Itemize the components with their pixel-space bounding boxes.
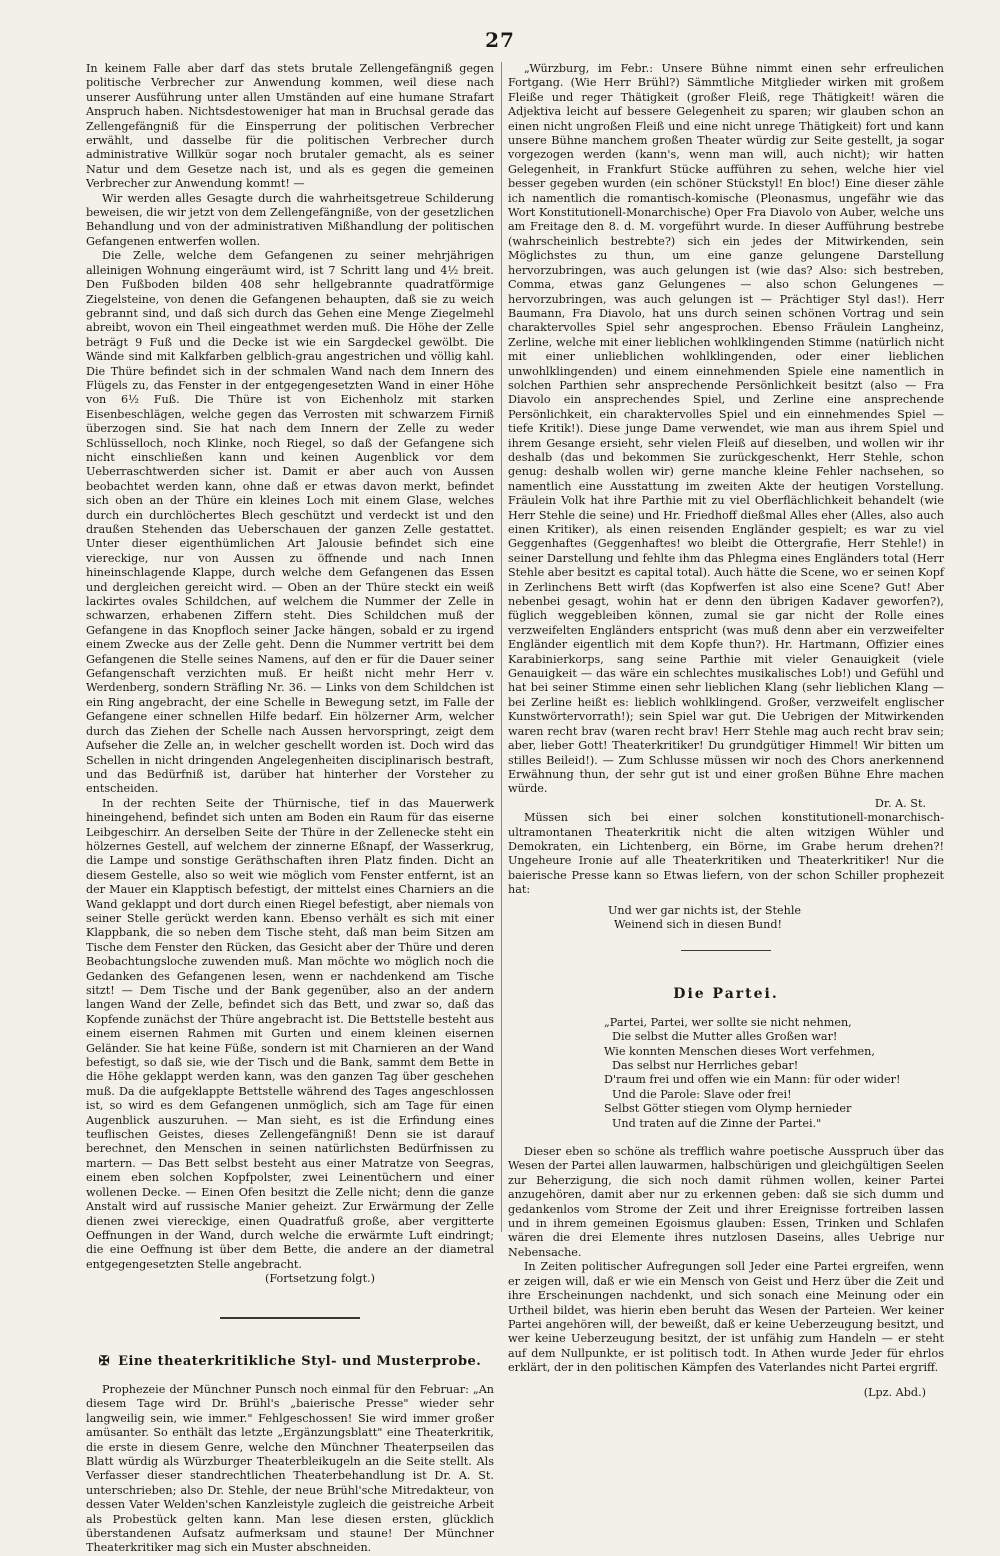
section-heading — [86, 1355, 494, 1369]
poem-line: Und traten auf die Zinne der Partei." — [612, 1116, 822, 1130]
article-paragraph: Die Zelle, welche dem Gefangenen zu seiner mehrjährigen alleinigen Wohnung eingeräumt wird, ist 7 Schritt lang und 4½ breit. Den Fußboden bilden 408 sehr hellgebrannte quadratförmige Ziegelsteine, von denen die Gefangenen behaupten, daß sie zu weich gebrannt sind, und daß sich durch das Gehen eine Menge Ziegelmehl abreibt, wovon ein Theil eingeathmet werden muß. Die Höhe der Zelle beträgt 9 Fuß und die Decke ist wie ein Sargdeckel gewölbt. Die Wände sind mit Kalkfarben gelblich-grau angestrichen und völlig kahl. Die Thüre befindet sich in der schmalen Wand nach dem Innern des Flügels zu, das Fenster in der entgegengesetzten Wand in einer Höhe von 6½ Fuß. Die Thüre ist von Eichenholz mit starken Eisenbeschlägen, welche gegen das Verrosten mit schwarzem Firniß überzogen sind. Sie hat nach dem Innern der Zelle zu weder Schlüsselloch, noch Klinke, noch Riegel, so daß der Gefangene sich nicht einschließen kann und keinen Augenblick vor dem Ueberraschtwerden sicher ist. Damit er aber auch von Aussen beobachtet werden kann, ohne daß er etwas davon merkt, befindet sich oben an der Thüre ein kleines Loch mit einem Glase, welches durch ein durchlöchertes Blech geschützt und verdeckt ist und den draußen Stehenden das Ueberschauen der ganzen Zelle gestattet. Unter dieser eigenthümlichen Art Jalousie befindet sich eine viereckige, nur von Aussen zu öffnende und nach Innen hineinschlagende Klappe, durch welche dem Gefangenen das Essen und dergleichen gereicht wird. — Oben an der Thüre steckt ein weiß lackirtes ovales Schildchen, auf welchem die Nummer der Zelle in schwarzen, erhabenen Ziffern steht. Dies Schildchen muß der Gefangene in das Knopfloch seiner Jacke hängen, sobald er zu irgend einem Zwecke aus der Zelle geht. Denn die Nummer vertritt bei dem Gefangenen die Stelle seines Namens, auf den er für die Dauer seiner Gefangenschaft verzichten muß. Er heißt nicht mehr Herr v. Werdenberg, sondern Sträfling Nr. 36. — Links von dem Schildchen ist ein Ring angebracht, der eine Schelle in Bewegung setzt, im Falle der Gefangene einer schnellen Hilfe bedarf. Ein hölzerner Arm, welcher durch das Ziehen der Schelle nach Aussen hervorspringt, zeigt dem Aufseher die Zelle an, in welcher geschellt worden ist. Doch wird das Schellen in nicht dringenden Angelegenheiten disciplinarisch bestraft, und das Bedürfniß ist, darüber hat hinterher der Vorsteher zu entscheiden. — [86, 249, 494, 796]
article-paragraph: Dieser eben so schöne als trefflich wahre poetische Ausspruch über das Wesen der Partei allen lauwarmen, halbschürigen und gleichgültigen Seelen zur Beherzigung, die sich noch damit rühmen wollen, keiner Partei anzugehören, damit aber nur zu erkennen geben: daß sie sich dumm und gedankenlos vom Strome der Zeit und ihrer Ereignisse fortreiben lassen und in ihrem gemeinen Egoismus glauben: Essen, Trinken und Schlafen wären die drei Elemente ihres nutzlosen Daseins, alles Uebrige nur Nebensache. — [508, 1145, 944, 1259]
poem-title: Die Partei. — [673, 986, 779, 1003]
couplet — [508, 904, 944, 933]
poem-line: „Partei, Partei, wer sollte sie nicht nehmen, — [604, 1015, 852, 1029]
section-divider — [681, 950, 771, 951]
cross-icon: ✠ — [98, 1353, 111, 1369]
article-paragraph: „Würzburg, im Febr.: Unsere Bühne nimmt einen sehr erfreulichen Fortgang. (Wie Herr Brühl?) Sämmtliche Mitglieder wirken mit großem Fleiße und reger Thätigkeit (großer Fleiß, rege Thätigkeit! wären die Adjektiva leicht auf bessere Gelegenheit zu sparen; wir glauben schon an einen nicht ungroßen Fleiß und eine nicht unrege Thätigkeit) fort und kann unsere Bühne manchem großen Theater würdig zur Seite gestellt, ja sogar vorgezogen werden (kann's, wenn man will, auch nicht); wir hatten Gelegenheit, in Frankfurt Stücke aufführen zu sehen, welche hier viel besser gegeben wurden (ein schöner Stückstyl! En bloc!) Eine dieser zähle ich namentlich die romantisch-komische (Pleonasmus, ungefähr wie das Wort Konstitutionell-Monarchische) Oper Fra Diavolo von Auber, welche uns am Freitage den 8. d. M. vorgeführt wurde. In dieser Aufführung bestrebe (wahrscheinlich bestrebte?) sich ein jedes der Mitwirkenden, sein Möglichstes zu thun, um eine ganze gelungene Darstellung hervorzubringen, was auch gelungen ist (wie das? Also: sich bestreben, Comma, etwas ganz Gelungenes — also schon Gelungenes — hervorzubringen, was auch gelungen ist — Prächtiger Styl das!). Herr Baumann, Fra Diavolo, hat uns durch seinen schönen Vortrag und sein charaktervolles Spiel sehr angesprochen. Ebenso Fräulein Langheinz, Zerline, welche mit einer lieblichen wohlklingenden Stimme (natürlich nicht mit einer unlieblichen wohlklingenden, oder einer lieblichen unwohlklingenden) und einem einnehmenden Spiele eine namentlich in solchen Parthien sehr ansprechende Persönlichkeit besitzt (also — Fra Diavolo ein ansprechendes Spiel, und Zerline eine ansprechende Persönlichkeit, ein charaktervolles Spiel und ein einnehmendes Spiel — tiefe Kritik!). Diese junge Dame verwendet, wie man aus ihrem Spiel und ihrem Gesange ersieht, sehr vielen Fleiß auf dieselben, und wollen wir ihr deshalb (das und bekommen Sie zurückgeschenkt, Herr Stehle, schon genug: deshalb wollen wir) gerne manche kleine Fehler nachsehen, so namentlich eine Ausstattung im zweiten Akte der heutigen Vorstellung. Fräulein Volk hat ihre Parthie mit zu viel Oberflächlichkeit behandelt (wie Herr Stehle die seine) und Hr. Friedhoff dießmal Alles eher (Alles, also auch einen Kritiker), als einen reisenden Engländer gespielt; es war zu viel Geggenhaftes (Geggenhaftes! wo bleibt die Ottergrafie, Herr Stehle!) in seiner Darstellung und fehlte ihm das Phlegma eines Engländers total (Herr Stehle aber besitzt es capital total). Auch hätte die Scene, wo er seinen Kopf in Zerlinchens Bett wirft (das Kopfwerfen ist also eine Scene? Gut! Aber nebenbei gesagt, wohin hat er denn den übrigen Kadaver geworfen?), füglich weggebleiben können, zumal sie gar nicht der Rolle eines verzweifelten Engländers entspricht (was muß denn aber ein verzweifelter Engländer eigentlich mit dem Kopfe thun?). Hr. Hartmann, Offizier eines Karabinierkorps, sang seine Parthie mit vieler Genauigkeit (viele Genauigkeit — das wäre ein schlechtes musikalisches Lob!) und Gefühl und hat bei seiner Stimme einen sehr lieblichen Klang (sehr lieblichen Klang — bei Zerline heißt es: lieblich wohlklingend. Großer, verzweifelt englischer Kunstwörtervorrath!); sein Spiel war gut. Die Uebrigen der Mitwirkenden waren recht brav (waren recht brav! Herr Stehle mag auch recht brav sein; aber, lieber Gott! Theaterkritiker! Du grundgütiger Himmel! Wir bitten um stilles Beileid!). — Zum Schlusse müssen wir noch des Chors anerkennend Erwähnung thun, der sehr gut ist und einer großen Bühne Ehre machen würde. — [508, 62, 944, 796]
article-paragraph: In keinem Falle aber darf das stets brutale Zellengefängniß gegen politische Verbrecher zur Anwendung kommen, weil diese nach unserer Ausführung unter allen Umständen auf eine humane Strafart Anspruch haben. Nichtsdestoweniger hat man in Bruchsal gerade das Zellengefängniß für die Einsperrung der politischen Verbrecher erwählt, und dasselbe für die politischen Verbrecher durch administrative Willkür sogar noch brutaler gemacht, als es seiner Natur und dem Gesetze nach ist, und als es gegen die gemeinen Verbrecher zur Anwendung kommt! — — [86, 62, 494, 191]
poem-line: Das selbst nur Herrliches gebar! — [612, 1059, 799, 1072]
page-number: 27 — [485, 28, 515, 52]
poem-line: Die selbst die Mutter alles Großen war! — [612, 1030, 838, 1044]
left-column — [86, 62, 494, 1556]
column-divider — [501, 62, 502, 1232]
right-column — [508, 62, 944, 1400]
couplet-line: Weinend sich in diesen Bund! — [614, 917, 782, 931]
article-paragraph: Wir werden alles Gesagte durch die wahrheitsgetreue Schilderung beweisen, die wir jetzt von dem Zellengefängniße, von der gesetzlichen Behandlung und von der administrativen Mißhandlung der politischen Gefangenen entwerfen wollen. — [86, 191, 494, 248]
signature: Dr. A. St. — [874, 796, 926, 810]
poem-line: Und die Parole: Slave oder frei! — [612, 1087, 792, 1101]
couplet-line: Und wer gar nichts ist, der Stehle — [608, 903, 802, 917]
section-heading-text: Eine theaterkritikliche Styl- und Musterprobe. — [118, 1353, 482, 1369]
section-divider — [220, 1317, 360, 1319]
poem-line: Wie konnten Menschen dieses Wort verfehmen, — [604, 1044, 875, 1058]
source-attribution: (Lpz. Abd.) — [863, 1385, 926, 1399]
poem-line: D'raum frei und offen wie ein Mann: für oder wider! — [604, 1073, 901, 1087]
commentary-paragraph: Müssen sich bei einer solchen konstitutionell-monarchisch-ultramontanen Theaterkritik nicht die alten witzigen Wühler und Demokraten, ein Lichtenberg, ein Börne, im Grabe herum drehen?! Ungeheure Ironie auf alle Theaterkritiken und Theaterkritiker! Nur die baierische Presse kann so Etwas liefern, von der schon Schiller prophezeit hat: — [508, 811, 944, 897]
article-paragraph: Prophezeie der Münchner Punsch noch einmal für den Februar: „An diesem Tage wird Dr. Brühl's „baierische Presse" wieder sehr langweilig sein, wie immer." Fehlgeschossen! Sie wird immer großer amüsanter. So enthält das letzte „Ergänzungsblatt" eine Theaterkritik, die erste in diesem Genre, welche den Münchner Theaterpseilen das Blatt würdig als Würzburger Theaterbleikugeln an die Seite stellt. Als Verfasser dieser standrechtlichen Theaterbehandlung ist Dr. A. St. unterschrieben; also Dr. Stehle, der neue Brühl'sche Mitredakteur, von dessen Vater Welden'schen Kanzleistyle zugleich die geistreiche Arbeit als Probestück gelten kann. Man lese diesen ersten, glücklich überstandenen Aufsatz aufmerksam und staune! Der Münchner Theaterkritiker mag sich ein Muster abschneiden. — [86, 1382, 494, 1555]
continuation-note: (Fortsetzung folgt.) — [264, 1272, 375, 1286]
article-paragraph: In Zeiten politischer Aufregungen soll Jeder eine Partei ergreifen, wenn er zeigen will, daß er wie ein Mensch von Geist und Herz über die Zeit und ihre Erscheinungen nachdenkt, und sich sonach eine Meinung oder ein Urtheil bildet, was hierin eben beruht das Wesen der Parteien. Wer keiner Partei angehören will, der beweißt, daß er keine Ueberzeugung besitzt, und wer keine Ueberzeugung besitzt, der ist unfähig zum Handeln — er steht auf dem Nullpunkte, er ist politisch todt. In Athen wurde Jeder für ehrlos erklärt, der in den politischen Kämpfen des Vaterlandes nicht Partei ergriff. — [508, 1260, 944, 1375]
poem-line: Selbst Götter stiegen vom Olymp hernieder — [604, 1102, 852, 1116]
poem — [508, 1016, 944, 1131]
article-paragraph: In der rechten Seite der Thürnische, tief in das Mauerwerk hineingehend, befindet sich unten am Boden ein Raum für das eiserne Leibgeschirr. An derselben Seite der Thüre in der Zellenecke steht ein hölzernes Gestell, auf welchem der zinnerne Eßnapf, der Wasserkrug, die Lampe und sonstige Geräthschaften ihren Platz finden. Dicht an diesem Gestelle, also so weit wie möglich vom Fenster entfernt, ist an der Mauer ein Klapptisch befestigt, der mittelst eines Charniers an die Wand geklappt und dort durch einen Riegel befestigt, aber niemals von seiner Stelle gerückt werden kann. Ebenso verhält es sich mit einer Klappbank, die so neben dem Tische steht, daß man beim Sitzen am Tische dem Fenster den Rücken, das Gesicht aber der Thüre und deren Beobachtungsloche zuwenden muß. Man möchte wo möglich noch die Gedanken des Gefangenen lesen, wenn er nachdenkend am Tische sitzt! — Dem Tische und der Bank gegenüber, also an der andern langen Wand der Zelle, befindet sich das Bett, und zwar so, daß das Kopfende zunächst der Thüre angebracht ist. Die Bettstelle besteht aus einem eisernen Rahmen mit Gurten und einem kleinen eisernen Geländer. Sie hat keine Füße, sondern ist mit Charnieren an der Wand befestigt, so daß sie, wie der Tisch und die Bank, sammt dem Bette in die Höhe geklappt werden kann, was den ganzen Tag über geschehen muß. Da die aufgeklappte Bettstelle während des Tages angeschlossen ist, so wird es dem Gefangenen unmöglich, sich am Tage für einen Augenblick auszuruhen. — Man sieht, es ist die Erfindung eines teuflischen Geistes, dieses Zellengefängniß! Denn sie ist darauf berechnet, den Menschen in seinen natürlichsten Bedürfnissen zu martern. — Das Bett selbst besteht aus einer Matratze von Seegras, einem eben solchen Kopfpolster, zwei Leinentüchern und einer wollenen Decke. — Einen Ofen besitzt die Zelle nicht; denn die ganze Anstalt wird auf russische Manier geheizt. Zur Erwärmung der Zelle dienen zwei viereckige, einen Quadratfuß große, aber vergitterte Oeffnungen in der Wand, durch welche die erwärmte Luft eindringt; die eine Oeffnung ist über dem Bette, die andere an der diametral entgegengesetzten Stelle angebracht. — [86, 796, 494, 1271]
